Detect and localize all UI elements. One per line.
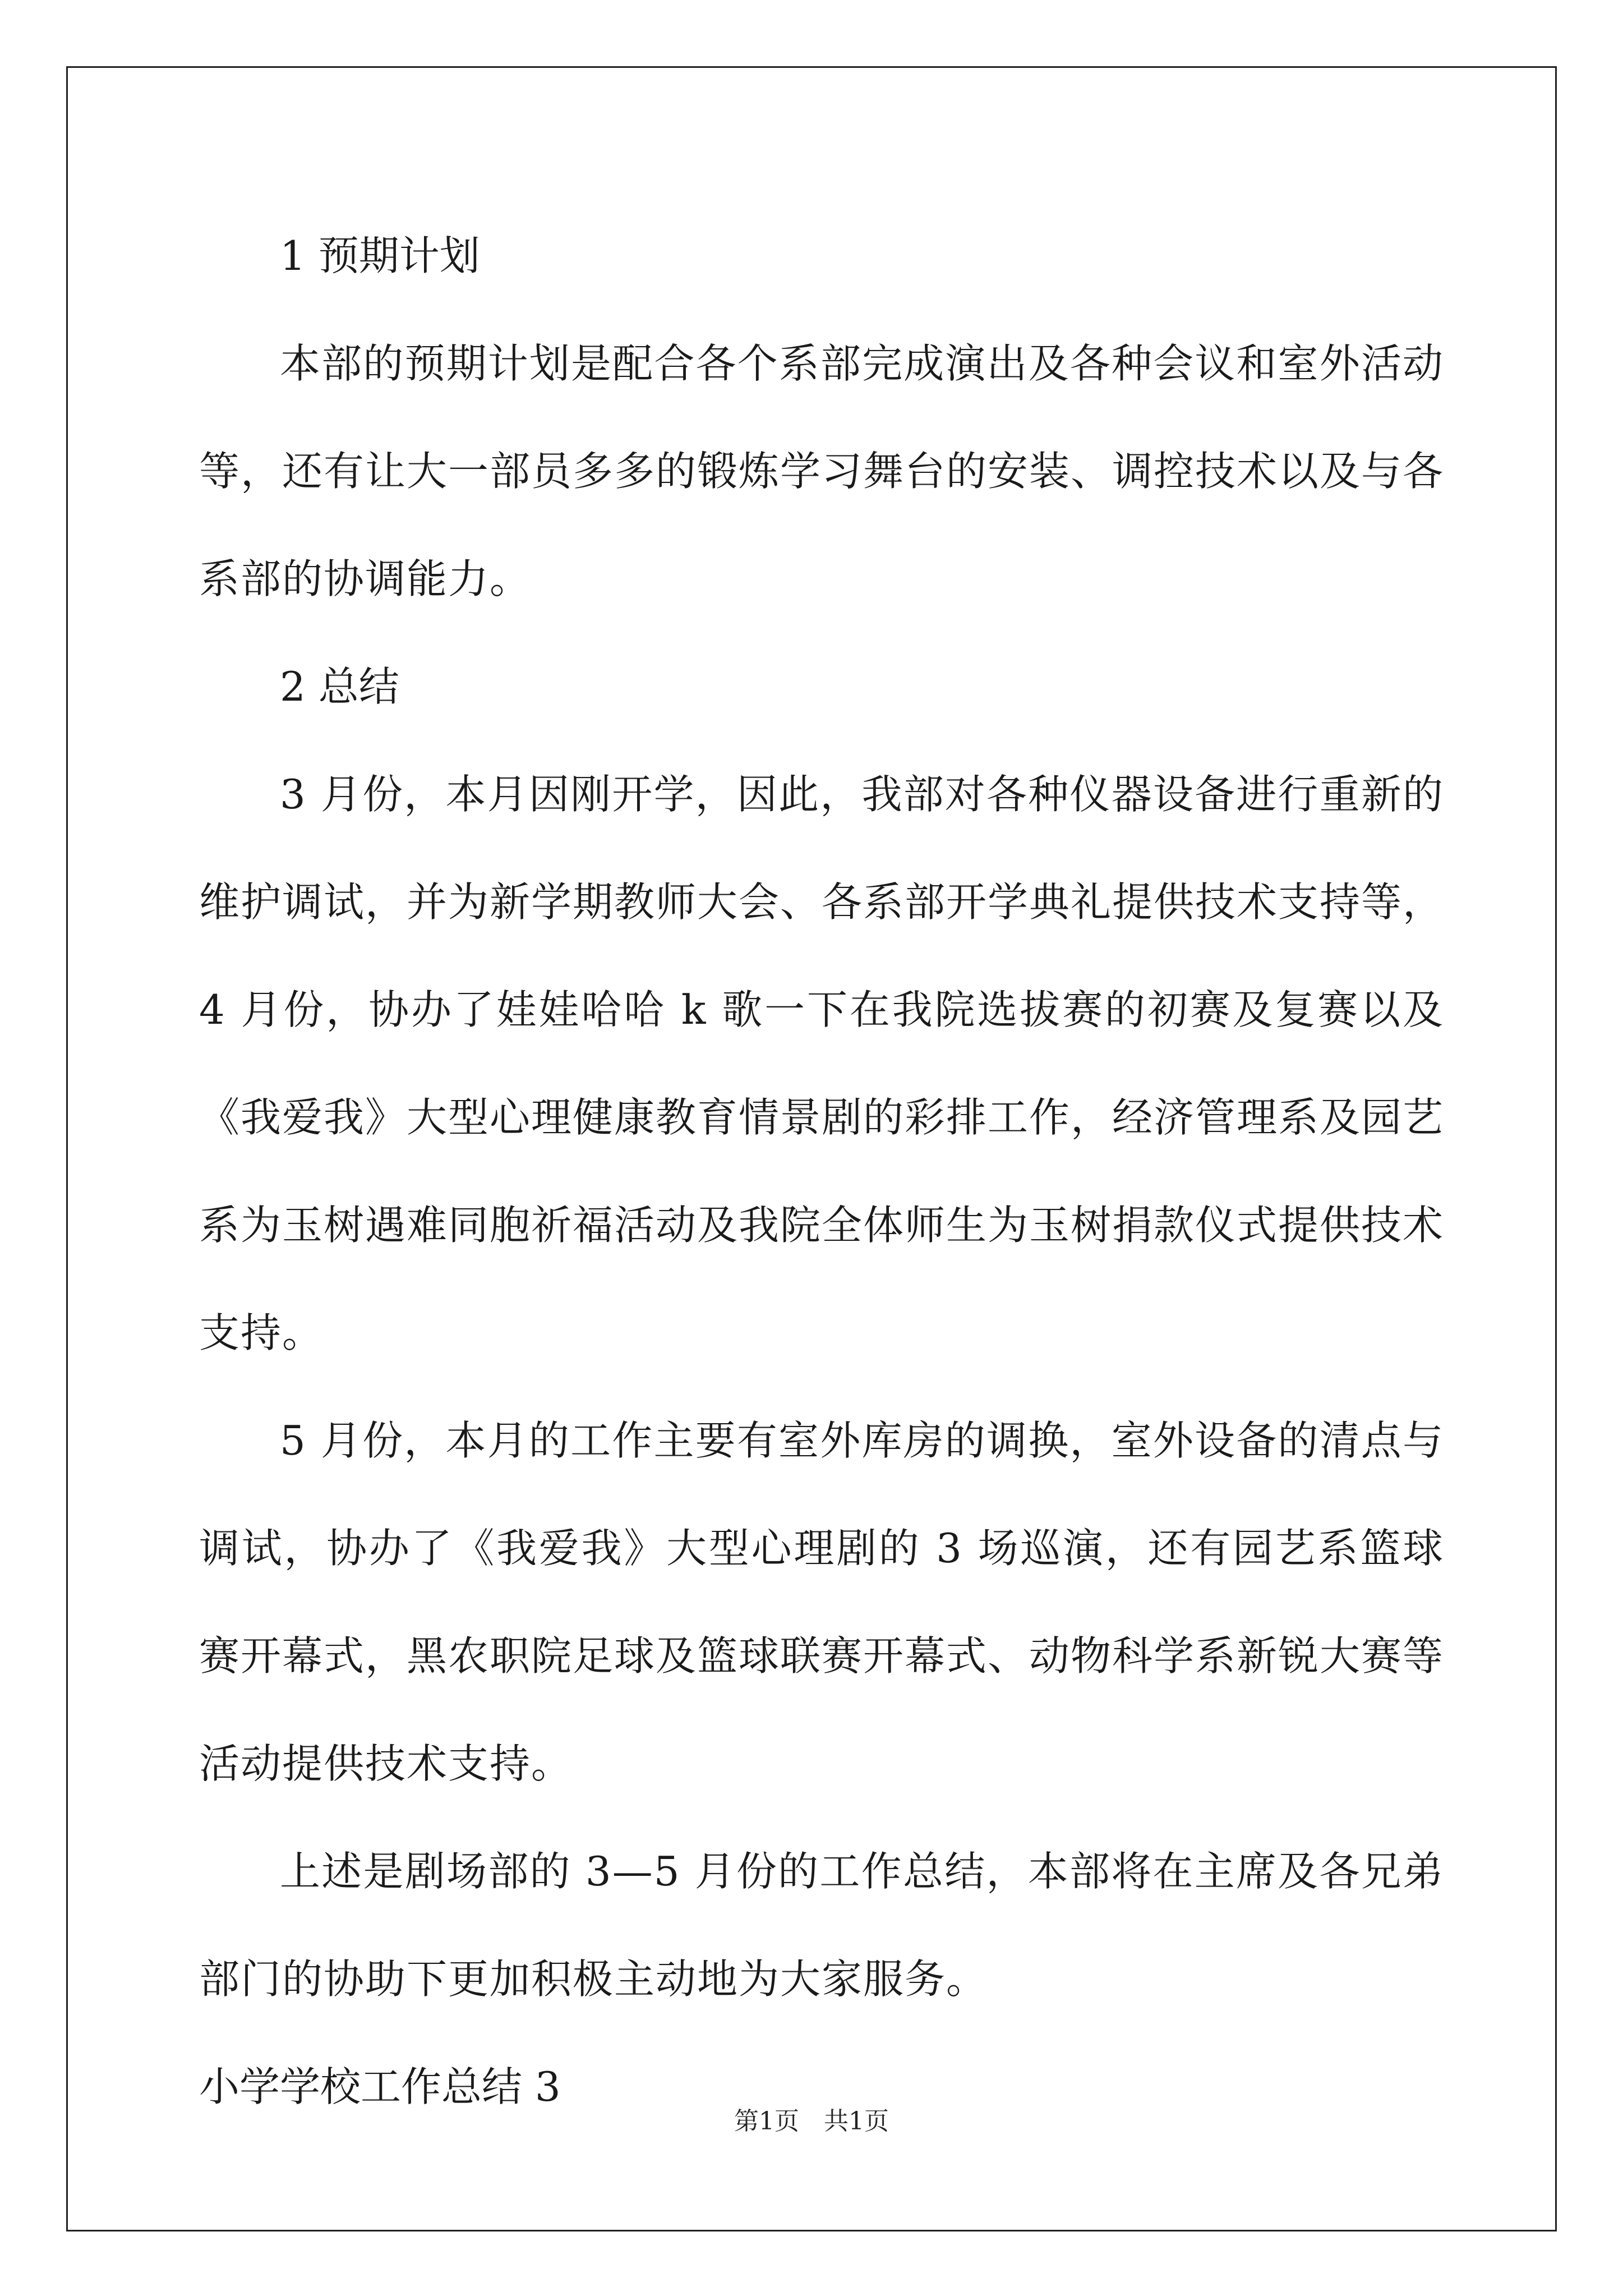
paragraph-march: 3 月份，本月因刚开学，因此，我部对各种仪器设备进行重新的维护调试，并为新学期教师大会、各系部开学典礼提供技术支持等，: [199, 771, 1445, 926]
section-heading-plan: 1 预期计划: [280, 232, 480, 279]
next-document-title: 小学学校工作总结 3: [199, 2063, 561, 2110]
paragraph-plan: 本部的预期计划是配合各个系部完成演出及各种会议和室外活动等，还有让大一部员多多的锻炼学习舞台的安装、调控技术以及与各系部的协调能力。: [199, 340, 1445, 602]
page-number-footer: 第1页 共1页: [734, 2107, 889, 2136]
paragraph-conclusion: 上述是剧场部的 3—5 月份的工作总结，本部将在主席及各兄弟部门的协助下更加积极主动地为大家服务。: [199, 1848, 1444, 2003]
paragraph-may: 5 月份，本月的工作主要有室外库房的调换，室外设备的清点与调试，协办了《我爱我》大型心理剧的 3 场巡演，还有园艺系篮球赛开幕式，黑农职院足球及篮球联赛开幕式、动物科学系新锐大赛等活动提供技术支持。: [199, 1417, 1445, 1787]
document-body: [199, 202, 1444, 2141]
paragraph-april: 4 月份，协办了娃娃哈哈 k 歌一下在我院选拔赛的初赛及复赛以及《我爱我》大型心理健康教育情景剧的彩排工作，经济管理系及园艺系为玉树遇难同胞祈福活动及我院全体师生为玉树捐款仪式提供技术支持。: [199, 986, 1445, 1356]
section-heading-summary: 2 总结: [280, 663, 399, 710]
